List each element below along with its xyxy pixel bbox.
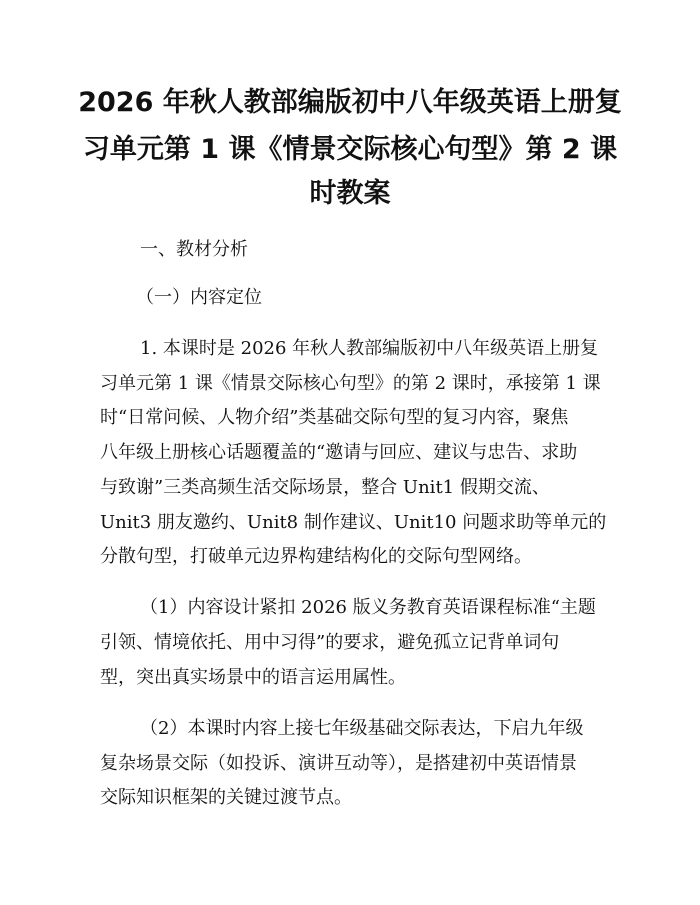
document-title-line-3: 时教案 xyxy=(309,178,391,209)
section-heading: 一、教材分析 xyxy=(140,239,248,260)
paragraph-2-line: 引领、情境依托、用中习得”的要求，避免孤立记背单词句 xyxy=(100,632,560,653)
paragraph-3-line: 复杂场景交际（如投诉、演讲互动等），是搭建初中英语情景 xyxy=(100,753,577,774)
document-title-line-2: 习单元第 1 课《情景交际核心句型》第 2 课 xyxy=(82,134,618,165)
paragraph-1-line: 分散句型，打破单元边界构建结构化的交际句型网络。 xyxy=(100,546,532,567)
paragraph-2-line: （1）内容设计紧扣 2026 版义务教育英语课程标准“主题 xyxy=(140,597,596,618)
section-subheading: （一）内容定位 xyxy=(136,287,262,308)
paragraph-1-line: 与致谢”三类高频生活交际场景，整合 Unit1 假期交流、 xyxy=(100,477,550,498)
paragraph-1-line: 习单元第 1 课《情景交际核心句型》的第 2 课时，承接第 1 课 xyxy=(100,373,601,394)
paragraph-1-line: 八年级上册核心话题覆盖的“邀请与回应、建议与忠告、求助 xyxy=(100,442,578,463)
paragraph-1-line: 时“日常问候、人物介绍”类基础交际句型的复习内容，聚焦 xyxy=(100,407,569,428)
paragraph-1-line: Unit3 朋友邀约、Unit8 制作建议、Unit10 问题求助等单元的 xyxy=(100,512,607,533)
paragraph-2-line: 型，突出真实场景中的语言运用属性。 xyxy=(100,667,406,688)
paragraph-1-line: 1. 本课时是 2026 年秋人教部编版初中八年级英语上册复 xyxy=(140,338,599,359)
document-title-line-1: 2026 年秋人教部编版初中八年级英语上册复 xyxy=(78,87,622,118)
paragraph-3-line: （2）本课时内容上接七年级基础交际表达，下启九年级 xyxy=(140,718,584,739)
paragraph-3-line: 交际知识框架的关键过渡节点。 xyxy=(100,787,352,808)
